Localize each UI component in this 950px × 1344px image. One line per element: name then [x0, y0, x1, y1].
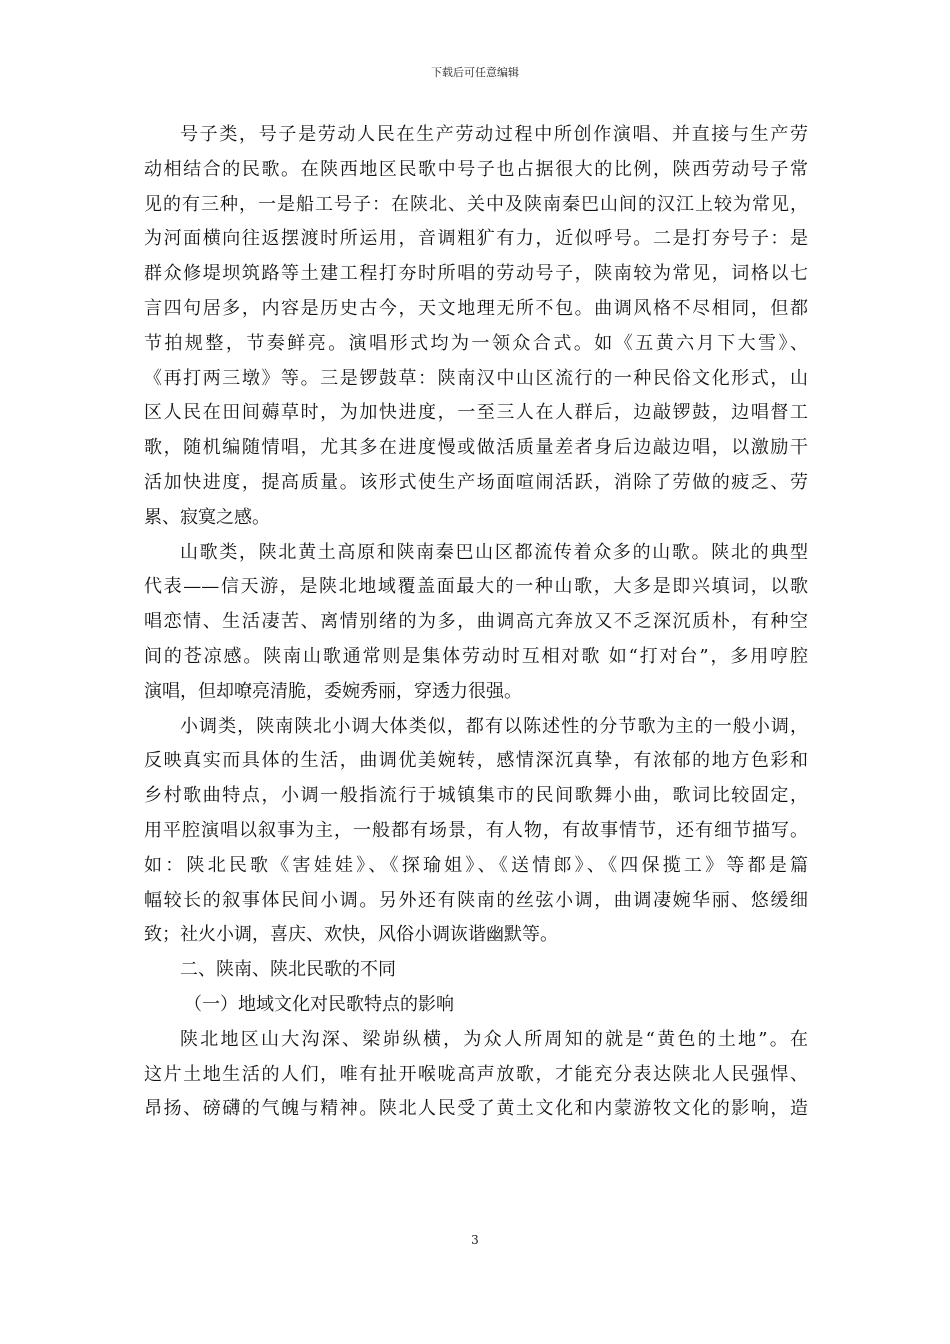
section-heading: 二、陕南、陕北民歌的不同 [180, 959, 396, 981]
paragraph-line: 区人民在田间薅草时，为加快进度，一至三人在人群后，边敲锣鼓，边唱督工 [144, 402, 808, 424]
paragraph-line: 小调类，陕南陕北小调大体类似，都有以陈述性的分节歌为主的一般小调， [180, 715, 808, 737]
paragraph-line: 用平腔演唱以叙事为主，一般都有场景，有人物，有故事情节，还有细节描写。 [144, 819, 808, 841]
paragraph-line: 间的苍凉感。陕南山歌通常则是集体劳动时互相对歌 如“打对台”，多用哼腔 [144, 645, 808, 667]
paragraph-line: 这片土地生活的人们，唯有扯开喉咙高声放歌，才能充分表达陕北人民强悍、 [144, 1063, 808, 1085]
paragraph-line: 号子类，号子是劳动人民在生产劳动过程中所创作演唱、并直接与生产劳 [180, 124, 808, 145]
paragraph-line: 为河面横向往返摆渡时所运用，音调粗犷有力，近似呼号。二是打夯号子：是 [144, 228, 808, 250]
paragraph-line: 如：陕北民歌《害娃娃》、《探瑜姐》、《送情郎》、《四保揽工》等都是篇 [144, 854, 808, 876]
paragraph-line: 《再打两三墩》等。三是锣鼓草：陕南汉中山区流行的一种民俗文化形式，山 [144, 367, 808, 389]
paragraph-line: 累、寂寞之感。 [144, 506, 270, 528]
paragraph-line: 山歌类，陕北黄土高原和陕南秦巴山区都流传着众多的山歌。陕北的典型 [180, 541, 808, 563]
subsection-heading: （一）地域文化对民歌特点的影响 [184, 993, 454, 1015]
paragraph-line: 言四句居多，内容是历史古今，天文地理无所不包。曲调风格不尽相同，但都 [144, 297, 808, 319]
document-body [144, 118, 808, 1127]
paragraph-line: 陕北地区山大沟深、梁峁纵横，为众人所周知的就是“黄色的土地”。在 [180, 1028, 808, 1050]
page-number: 3 [471, 1233, 479, 1247]
paragraph-line: 动相结合的民歌。在陕西地区民歌中号子也占据很大的比例，陕西劳动号子常 [144, 158, 808, 180]
paragraph-line: 乡村歌曲特点，小调一般指流行于城镇集市的民间歌舞小曲，歌词比较固定， [144, 785, 808, 807]
paragraph-line: 见的有三种，一是船工号子：在陕北、关中及陕南秦巴山间的汉江上较为常见， [144, 193, 808, 215]
paragraph-line: 反映真实而具体的生活，曲调优美婉转，感情深沉真挚，有浓郁的地方色彩和 [144, 750, 808, 772]
paragraph-line: 节拍规整，节奏鲜亮。演唱形式均为一领众合式。如《五黄六月下大雪》、 [144, 332, 808, 354]
page-header: 下载后可任意编辑 [431, 66, 519, 79]
paragraph-line: 群众修堤坝筑路等土建工程打夯时所唱的劳动号子，陕南较为常见，词格以七 [144, 263, 808, 285]
paragraph-line: 活加快进度，提高质量。该形式使生产场面喧闹活跃，消除了劳做的疲乏、劳 [144, 471, 808, 493]
paragraph-line: 昂扬、磅礴的气魄与精神。陕北人民受了黄土文化和内蒙游牧文化的影响，造 [144, 1098, 808, 1120]
paragraph-line: 幅较长的叙事体民间小调。另外还有陕南的丝弦小调，曲调凄婉华丽、悠缓细 [144, 889, 808, 911]
paragraph-line: 唱恋情、生活凄苦、离情别绪的为多，曲调高亢奔放又不乏深沉质朴，有种空 [144, 611, 808, 633]
paragraph-line: 歌，随机编随情唱，尤其多在进度慢或做活质量差者身后边敲边唱，以激励干 [144, 437, 808, 459]
paragraph-line: 演唱，但却嘹亮清脆，委婉秀丽，穿透力很强。 [144, 680, 522, 702]
paragraph-line: 代表——信天游，是陕北地域覆盖面最大的一种山歌，大多是即兴填词，以歌 [144, 576, 808, 598]
paragraph-line: 致；社火小调，喜庆、欢快，风俗小调诙谐幽默等。 [144, 924, 558, 946]
